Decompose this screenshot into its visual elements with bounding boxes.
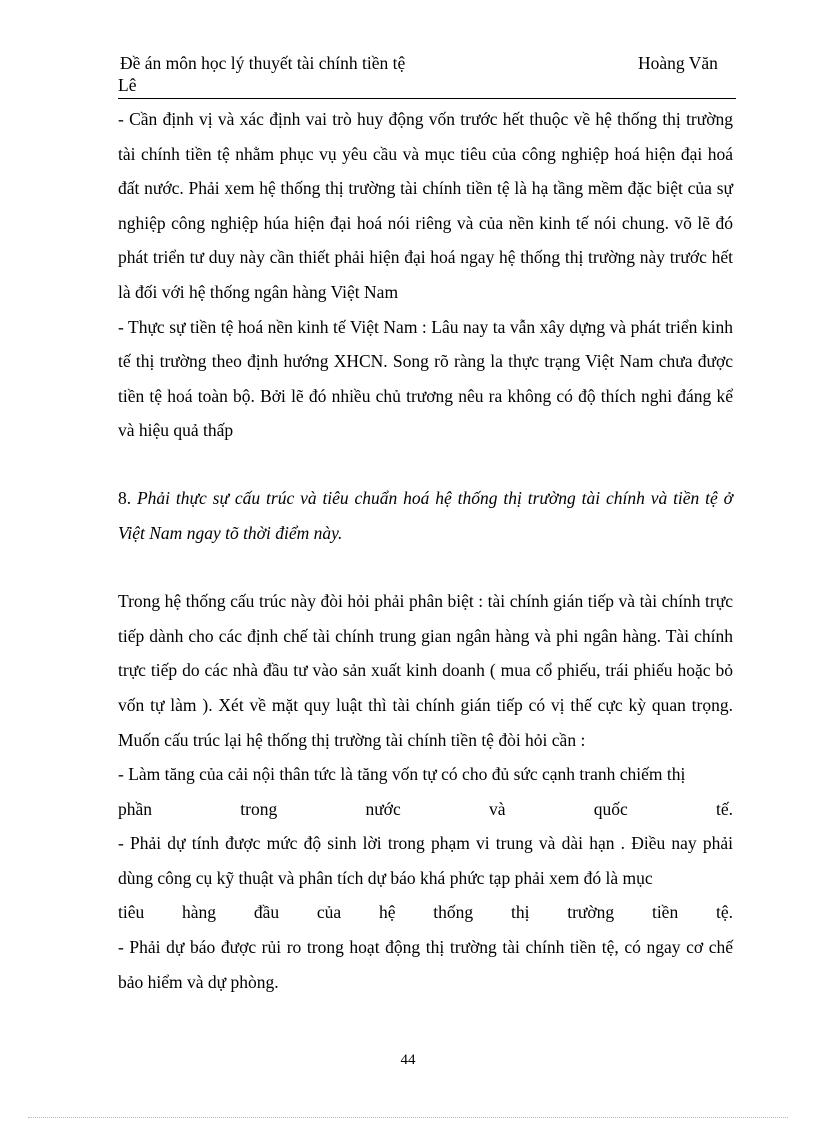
paragraph-sinh-loi-last-line: tiêu hàng đầu của hệ thống thị trường tiền tệ. bbox=[118, 902, 733, 923]
spacer bbox=[118, 448, 733, 481]
header-divider bbox=[118, 98, 736, 99]
paragraph-tang-von-last-line: phần trong nước và quốc tế. bbox=[118, 798, 733, 819]
section-heading-8 bbox=[118, 481, 733, 550]
paragraph-tien-te-hoa: - Thực sự tiền tệ hoá nền kinh tế Việt Nam : Lâu nay ta vẫn xây dựng và phát triển kinh tế thị trường theo định hướng XHCN. Song rõ ràng la thực trạng Việt Nam chưa được tiền tệ hoá toàn bộ. Bởi lẽ đó nhiều chủ trương nêu ra không có độ thích nghi đáng kể và hiệu quả thấp bbox=[118, 316, 733, 441]
paragraph-rui-ro: - Phải dự báo được rủi ro trong hoạt động thị trường tài chính tiền tệ, có ngay cơ chế bảo hiểm và dự phòng. bbox=[118, 937, 733, 992]
paragraph-tang-von bbox=[118, 757, 733, 826]
header-author-first: Hoàng Văn bbox=[638, 53, 718, 73]
section-title: Phải thực sự cấu trúc và tiêu chuẩn hoá hệ thống thị trường tài chính và tiền tệ ở Việt Nam ngay tõ thời điểm này. bbox=[118, 487, 733, 543]
paragraph-sinh-loi bbox=[118, 826, 733, 930]
page-body bbox=[118, 102, 733, 999]
header-title: Đề án môn học lý thuyết tài chính tiền tệ bbox=[120, 53, 406, 73]
paragraph-cau-truc: Trong hệ thống cấu trúc này đòi hỏi phải phân biệt : tài chính gián tiếp và tài chính trực tiếp dành cho các định chế tài chính trung gian ngân hàng và phi ngân hàng. Tài chính trực tiếp do các nhà đầu tư vào sản xuất kinh doanh ( mua cổ phiếu, trái phiếu hoặc bỏ vốn tự làm ). Xét về mặt quy luật thì tài chính gián tiếp có vị thế cực kỳ quan trọng. Muốn cấu trúc lại hệ thống thị trường tài chính tiền tệ đòi hỏi cần : bbox=[118, 591, 733, 750]
paragraph-sinh-loi-text: - Phải dự tính được mức độ sinh lời trong phạm vi trung và dài hạn . Điều nay phải dùng công cụ kỹ thuật và phân tích dự báo khá phức tạp phải xem đó là mục bbox=[118, 833, 733, 888]
paragraph-tang-von-text: - Làm tăng của cải nội thân tức là tăng vốn tự có cho đủ sức cạnh tranh chiếm thị bbox=[118, 764, 686, 785]
section-number: 8. bbox=[118, 487, 132, 508]
paragraph-huy-dong-von: - Cần định vị và xác định vai trò huy động vốn trước hết thuộc về hệ thống thị trường tài chính tiền tệ nhằm phục vụ yêu cầu và mục tiêu của công nghiệp hoá hiện đại hoá đất nước. Phải xem hệ thống thị trường tài chính tiền tệ là hạ tầng mềm đặc biệt của sự nghiệp công nghiệp húa hiện đại hoá nói riêng và của nền kinh tế nói chung. võ lẽ đó phát triển tư duy này cần thiết phải hiện đại hoá ngay hệ thống thị trường này trước hết là đối với hệ thống ngân hàng Việt Nam bbox=[118, 109, 733, 302]
spacer bbox=[118, 550, 733, 584]
header-author-last: Lê bbox=[118, 75, 137, 95]
page-bottom-dotted-border bbox=[28, 1117, 788, 1118]
page-number: 44 bbox=[400, 1052, 416, 1068]
